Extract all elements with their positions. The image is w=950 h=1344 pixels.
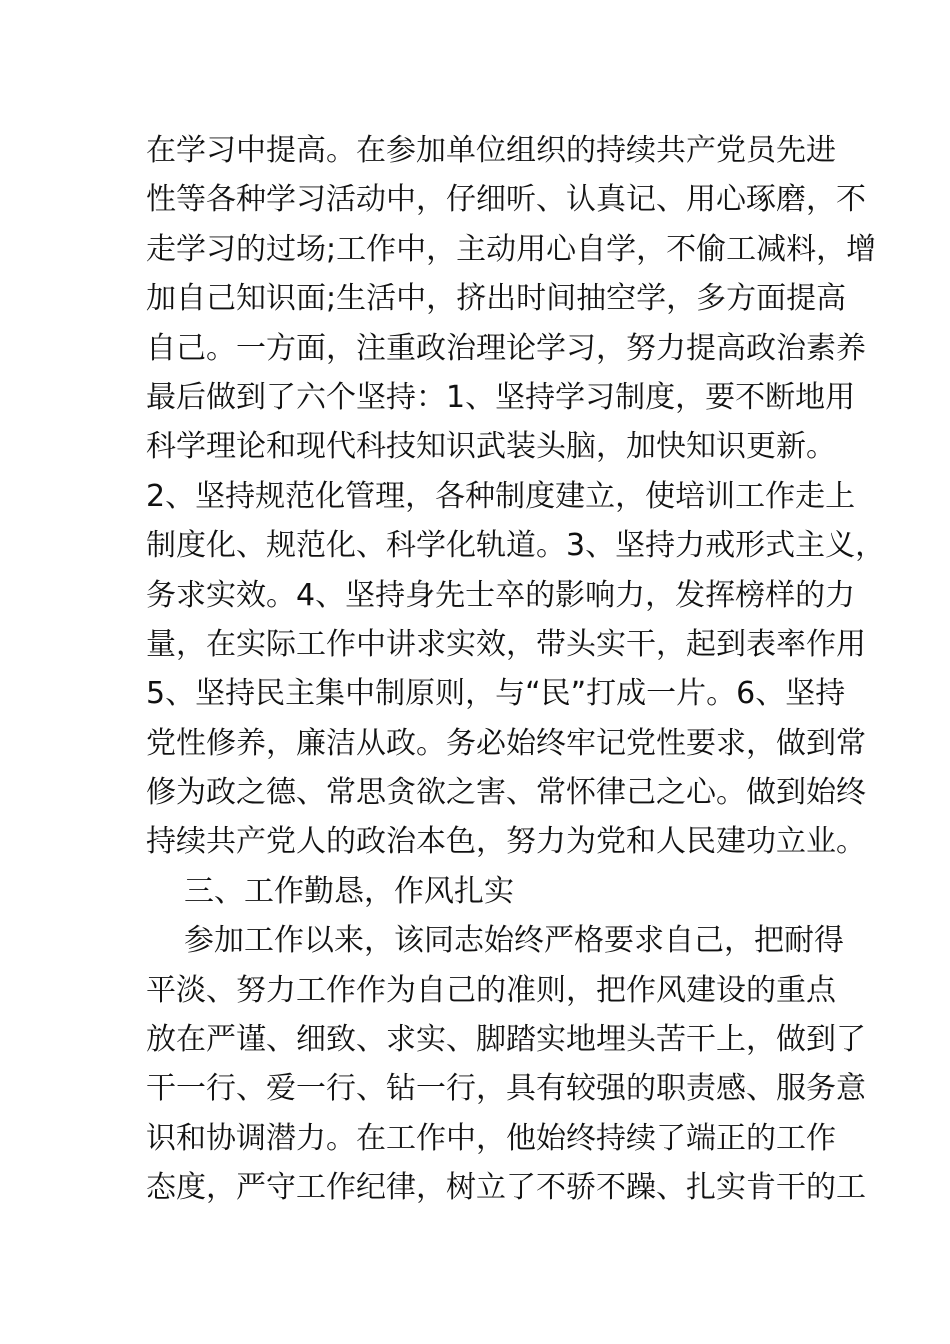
body-line: 放在严谨、细致、求实、脚踏实地埋头苦干上，做到了 [146, 1022, 866, 1058]
body-line: 最后做到了六个坚持：1、坚持学习制度，要不断地用 [146, 379, 856, 415]
body-line: 走学习的过场;工作中，主动用心自学，不偷工减料，增 [146, 231, 877, 267]
body-line: 参加工作以来，该同志始终严格要求自己，把耐得 [184, 923, 844, 959]
section-heading: 三、工作勤恳，作风扎实 [184, 873, 514, 909]
body-line: 修为政之德、常思贪欲之害、常怀律己之心。做到始终 [146, 775, 866, 811]
body-line: 务求实效。4、坚持身先士卒的影响力，发挥榜样的力 [146, 577, 856, 613]
body-line: 在学习中提高。在参加单位组织的持续共产党员先进 [146, 133, 836, 168]
body-line: 科学理论和现代科技知识武装头脑，加快知识更新。 [146, 429, 836, 465]
document-body [146, 126, 886, 1213]
body-line: 识和协调潜力。在工作中，他始终持续了端正的工作 [146, 1120, 836, 1156]
body-line: 持续共产党人的政治本色，努力为党和人民建功立业。 [146, 824, 866, 860]
body-line: 2、坚持规范化管理，各种制度建立，使培训工作走上 [146, 478, 856, 514]
body-line: 态度，严守工作纪律，树立了不骄不躁、扎实肯干的工 [146, 1170, 866, 1206]
body-line: 党性修养，廉洁从政。务必始终牢记党性要求，做到常 [146, 725, 866, 761]
body-line: 自己。一方面，注重政治理论学习，努力提高政治素养 [146, 330, 866, 366]
body-line: 平淡、努力工作作为自己的准则，把作风建设的重点 [146, 972, 836, 1008]
body-line: 干一行、爱一行、钻一行，具有较强的职责感、服务意 [146, 1071, 866, 1107]
body-line: 5、坚持民主集中制原则，与“民”打成一片。6、坚持 [146, 676, 846, 712]
body-line: 制度化、规范化、科学化轨道。3、坚持力戒形式主义， [146, 528, 886, 564]
body-line: 性等各种学习活动中，仔细听、认真记、用心琢磨，不 [146, 182, 866, 218]
body-line: 量，在实际工作中讲求实效，带头实干，起到表率作用 [146, 626, 866, 662]
body-line: 加自己知识面;生活中，挤出时间抽空学，多方面提高 [146, 281, 847, 317]
